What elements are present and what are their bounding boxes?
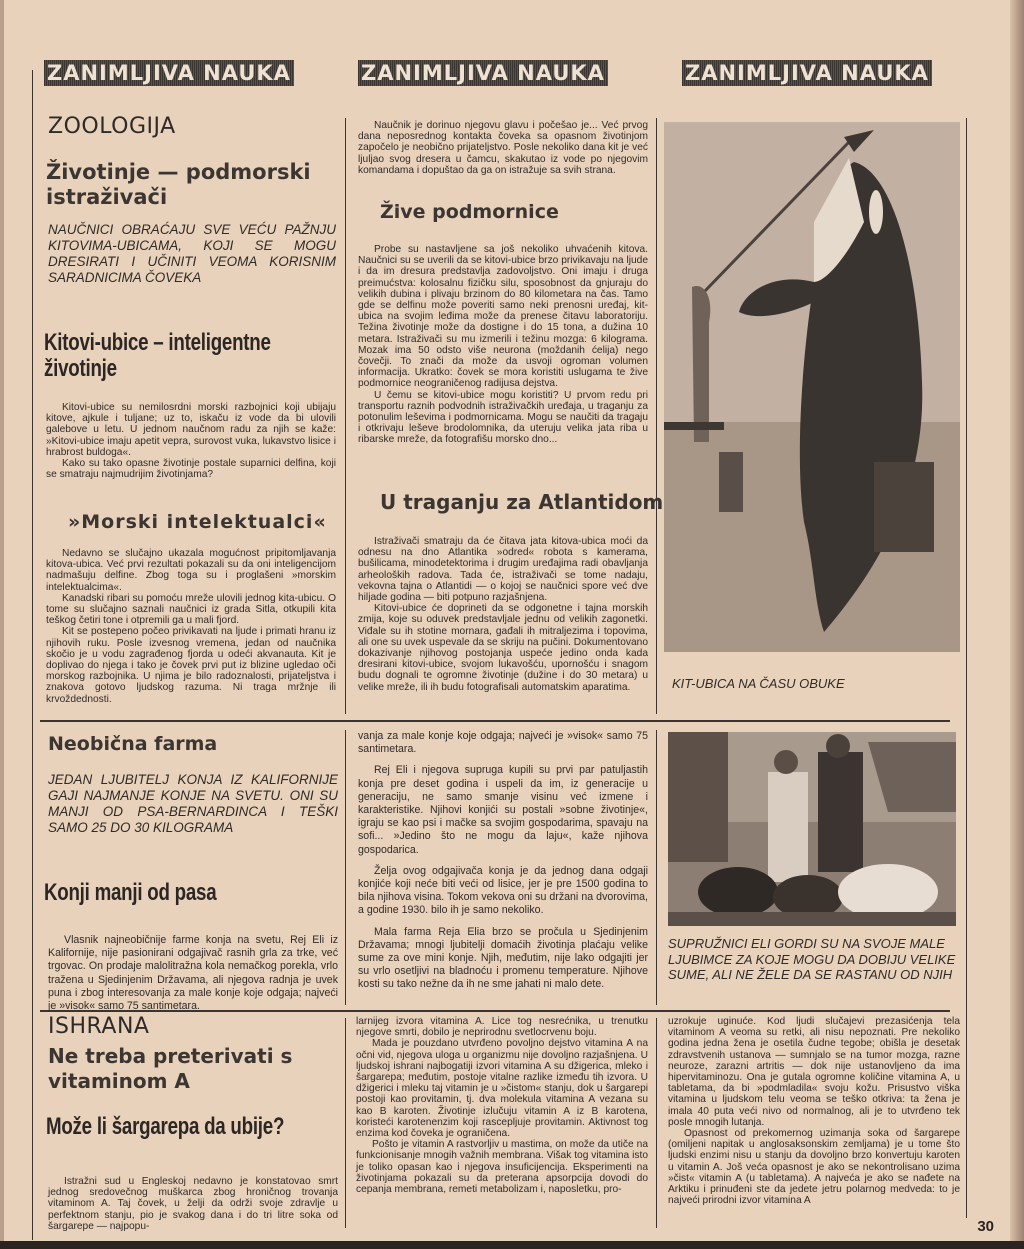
column-rule (345, 1018, 346, 1228)
paragraph: Naučnik je dorinuo njegovu glavu i počešao je... Već prvog dana neposrednog kontakta čoveka sa opasnom životinjom započelo je neobično prijateljstvo. Posle nekoliko dana kit je već ljuljao svog dresera u čamcu, skakutao iz vode po njegovim komandama i dopuštao da ga on istražuje sa svih strana. (358, 120, 648, 176)
subheadline: U traganju za Atlantidom (380, 490, 664, 514)
banner-word: ZANIMLJIVA (47, 61, 195, 85)
section-banner-1 (44, 60, 294, 86)
article-body (48, 1176, 338, 1232)
horses-photo (668, 732, 956, 926)
banner-word: ZANIMLJIVA (685, 61, 833, 85)
article-body (48, 934, 338, 1013)
section-banner-3 (682, 60, 932, 86)
banner-word: NAUKA (203, 61, 291, 85)
paragraph: Istražni sud u Engleskoj nedavno je konstatovao smrt jednog sredovečnog muškarca zbog hroničnog trovanja vitaminom A. Taj čovek, u želji da održi svoje zdravlje u perfektnom stanju, pio je svakog dana i do tri litre soka od šargarepe — najpopu- (48, 1176, 338, 1232)
subheadline: »Morski intelektualci« (68, 511, 327, 533)
article-headline: Može li šargarepa da ubije? (46, 1113, 285, 1140)
column-rule (345, 118, 346, 714)
orca-photo (664, 122, 960, 652)
paragraph: Mada je pouzdano utvrđeno povoljno dejstvo vitamina A na očni vid, njegova uloga u organizmu nije dovoljno razjašnjena. U ljudskoj ishrani najbogatiji izvori vitamina A su džigerica, mleko i šargarepa; međutim, postoje vitalne razlike između tih izvora. U džigerici i mleku taj vitamin je u »čistom« stanju, dok u šargarepi postoji kao provitamin, tj. dva molekula vitamina A vezana su kao B karoten. Životinje izlučuju vitamin A iz B karotena, koristeći karotenenzim koji rascepljuje provitamin. Aktivnost tog enzima kod čoveka je ograničena. (356, 1038, 648, 1140)
continued-text: larnijeg izvora vitamina A. Lice tog nesrećnika, u trenutku njegove smrti, dobilo je neprirodnu svetlocrvenu boju. (356, 1016, 648, 1039)
page-edge-right (1010, 0, 1024, 1249)
photo-caption: SUPRUŽNICI ELI GORDI SU NA SVOJE MALE LJUBIMCE ZA KOJE MOGU DA DOBIJU VELIKE SUME, ALI NE ŽELE DA SE RASTANU OD NJIH (668, 936, 956, 982)
subheadline: Žive podmornice (380, 201, 559, 223)
column-rule (656, 118, 657, 714)
paragraph: Kako su tako opasne životinje postale suparnici delfina, koji se smatraju najmudrijim životinjama? (46, 458, 336, 481)
paragraph: Kanadski ribari su pomoću mreže ulovili jednog kita-ubicu. O tome su slučajno saznali naučnici iz grada Sitla, otkupili kita teškog četiri tone i otpremili ga u mali fjord. (46, 592, 336, 627)
article-body (358, 120, 648, 176)
article-headline: Kitovi-ubice – inteligentne životinje (44, 329, 271, 382)
banner-word: ZANIMLJIVA (361, 61, 509, 85)
horses-illustration (668, 732, 956, 926)
page-number: 30 (977, 1218, 994, 1235)
orca-illustration (664, 122, 960, 652)
article-body (356, 1016, 648, 1195)
banner-word: NAUKA (517, 61, 605, 85)
article-body (46, 548, 336, 705)
paragraph: Želja ovog odgajivača konja je da jednog dana odgaji konjiće koji neće biti veći od lisice, jer je pre 1500 godina to bila njihova visina. Tokom vekova oni su držani na dvorovima, a godine 1930. bilo ih je samo nekoliko. (358, 864, 648, 917)
section-kicker-ishrana: ISHRANA (48, 1014, 150, 1039)
article-body (358, 244, 648, 446)
article-headline: Konji manji od pasa (44, 879, 217, 906)
article-body (46, 402, 336, 480)
paragraph: Vlasnik najneobičnije farme konja na svetu, Rej Eli iz Kalifornije, nije pasionirani odgajivač rasnih grla za trke, već trgovac. On prodaje malolitražna kola nemačkog porekla, vrlo tražena u Sjedinjenim Državama, ali njegova radnja je uvek puna i zbog interesovanja za male konje koje odgaja; najveći je »visok« samo 75 santimetara. (48, 934, 338, 1013)
paragraph: Kitovi-ubice su nemilosrdni morski razbojnici koji ubijaju kitove, ajkule i tuljane; uz to, iskaču iz vode da bi ulovili galebove u letu. U jednom naučnom radu za njih se kaže: »Kitovi-ubice imaju apetit vepra, surovost vuka, lukavstvo lisice i hrabrost buldoga«. (46, 402, 336, 458)
column-rule (656, 730, 657, 1005)
paragraph: Kitovi-ubice će doprineti da se odgonetne i tajna morskih zmija, koje su oduvek predstavljale jednu od velikih zagonetki. Viđale su ih stotine mornara, gađali ih mitraljezima i topovima, ali one su uvek uspevale da se skriju na pučini. Dokumentovano dokazivanje njihovog postojanja uspeće jedino onda kada dresirani kitovi-ubice, svojom lukavošću, upornošću i snagom budu dognali te ogromne životinje (dužine i do 30 metara) u velike mreže, ili ih budu fotografisali automatskim aparatima. (358, 603, 648, 693)
paragraph: Opasnost od prekomernog uzimanja soka od šargarepe (omiljeni napitak u anglosaksonskim zemljama) je u tome što ljudski enzimi nisu u stanju da dovoljno brzo konvertuju karoten u vitamin A. Još veća opasnost je ako se nekontrolisano uzima »čist« vitamin A (u tabletama). A najveća je ako se nađete na Arktiku i prinuđeni ste da jedete jetru polarnog medveda: to je najveći prirodni izvor vitamina A (668, 1128, 960, 1207)
section-banner-2 (358, 60, 608, 86)
article-title: Ne treba preterivati s vitaminom A (48, 1044, 293, 1093)
paragraph: Pošto je vitamin A rastvorljiv u mastima, on može da utiče na funkcionisanje mnogih važnih membrana. Višak tog vitamina isto je toliko opasan kao i njegova insuficijencija. Eksperimenti na životinjama pokazali su da preterana apsorpcija dovodi do cepanja membrana, remeti metabolizam i, naposletku, pro- (356, 1139, 648, 1196)
continued-text: uzrokuje uginuće. Kod ljudi slučajevi prezasićenja tela vitaminom A veoma su retki, ali nisu nepoznati. Pre nekoliko godina jedna žena je osetila čudne tegobe; obišla je desetak zdravstvenih ustanova — sumnjalo se na tumor mozga, razne neuroze, zarazni artritis — dok nije ustanovljeno da ima hipervitaminozu. Ona je gutala ogromne količine vitamina A, u tabletama, da bi »podmladila« svoju kožu. Prisustvo viška vitamina u ljudskom telu veoma se teško otkriva: ta žena je imala 40 puta veći nivo od normalnog, ali je to utvrđeno tek posle mnogih lutanja. (668, 1016, 960, 1128)
article-lead: NAUČNICI OBRAĆAJU SVE VEĆU PAŽNJU KITOVIMA-UBICAMA, KOJI SE MOGU DRESIRATI I UČINITI VEOMA KORISNIM SARADNICIMA ČOVEKA (48, 222, 336, 285)
article-body (358, 536, 648, 693)
page-edge-left (0, 0, 4, 1249)
article-body (358, 730, 648, 992)
section-kicker-zoologija: ZOOLOGIJA (48, 114, 176, 139)
paragraph: Istraživači smatraju da će čitava jata kitova-ubica moći da odnesu na dno Atlantika »odred« robota s kamerama, bušilicama, minodetektorima i drugim uređajima radi obavljanja arheoloških radova. Tada će, istraživači se tome nadaju, vekovna tajna o Atlantidi — o kojoj se naučnici spore već dve hiljade godina — biti potpuno razjašnjena. (358, 536, 648, 604)
paragraph: Mala farma Reja Elia brzo se pročula u Sjedinjenim Državama; mnogi ljubitelji domaćih životinja plaćaju velike sume za ove mini konje. Njih, međutim, nije lako odgajiti jer su vrlo osetljivi na bladnoću i promenu temperature. Njihove kosti su tako nežne da ih ne sme jahati ni malo dete. (358, 925, 648, 991)
continued-text: vanja za male konje koje odgaja; najveći je »visok« samo 75 santimetara. (358, 730, 648, 756)
article-lead: JEDAN LJUBITELJ KONJA IZ KALIFORNIJE GAJI NAJMANJE KONJE NA SVETU. ONI SU MANJI OD PSA-BERNARDINCA I TEŠKI SAMO 25 DO 30 KILOGRAMA (48, 772, 338, 835)
article-body (668, 1016, 960, 1206)
column-rule-left (32, 70, 33, 1240)
column-rule (656, 1018, 657, 1228)
page-bottom-edge (0, 1241, 1024, 1249)
column-rule (345, 730, 346, 1005)
photo-caption: KIT-UBICA NA ČASU OBUKE (672, 676, 845, 691)
paragraph: U čemu se kitovi-ubice mogu koristiti? U prvom redu pri transportu raznih podvodnih istraživačkih uređaja, u traganju za potonulim leševima i podmornicama. Mogu se naučiti da tragaju i otkrivaju leševe brodolomnika, da uteruju velika jata riba u ribarske mreže, da fotografišu morsko dno... (358, 389, 648, 446)
section-title-farma: Neobična farma (48, 733, 218, 755)
paragraph: Kit se postepeno počeo privikavati na ljude i primati hranu iz njihovih ruku. Posle izvesnog vremena, jedan od naučnika skočio je u vodu zagrađenog fjorda u odeći akvanauta. Kit je doplivao do njega i tako je čovek prvi put iz blizine ugledao oči morskog razbojnika. U njima je bilo radoznalosti, prijateljstva i znakova gotovo ljudskog razuma. Ni traga mržnje ili krvoždednosti. (46, 626, 336, 705)
banner-word: NAUKA (841, 61, 929, 85)
paragraph: Nedavno se slučajno ukazala mogućnost pripitomljavanja kitova-ubica. Već prvi rezultati pokazali su da oni inteligencijom nadmašuju delfine. Zbog toga su i proglašeni »morskim intelektualcima«. (46, 548, 336, 593)
section-divider (40, 720, 950, 722)
column-rule-right (966, 118, 967, 1218)
paragraph: Probe su nastavljene sa još nekoliko uhvaćenih kitova. Naučnici su se uverili da se kitovi-ubice brzo privikavaju na ljude i da im dresura predstavlja zadovoljstvo. Oni imaju i druga preimućstva: kolosalnu fizičku silu, sposobnost da gnjuraju do velikih dubina i plivaju brzinom do 80 kilometara na čas. Tamo gde se delfinu može poveriti samo neki prenosni uređaj, kit-ubica na svojim leđima može da prenese čitavu laboratoriju. Težina životinje može da dostigne i do 15 tona, a dužina 10 metara. Istraživači su mu izmerili i težinu mozga: 6 kilograma. Mozak ima 50 odsto više neurona (moždanih ćelija) nego čovečji. To znači da može da usvoji ogroman volumen informacija. Ukratko: čovek se mora koristiti uslugama te žive podmornice neograničenog radijusa dejstva. (358, 244, 648, 390)
article-title: Životinje — podmorski istraživači (46, 160, 311, 209)
paragraph: Rej Eli i njegova supruga kupili su prvi par patuljastih konja pre deset godina i uspeli da im, iz generacije u generaciju, ne samo smanje visinu već izmene i karakteristike. Njihovi konjići su postali »sobne životinje«, igraju se kao psi i mačke sa svojim gospodarima, spavaju na sofi... »Jedino što ne mogu da laju«, kaže njihova gospodarica. (358, 764, 648, 856)
